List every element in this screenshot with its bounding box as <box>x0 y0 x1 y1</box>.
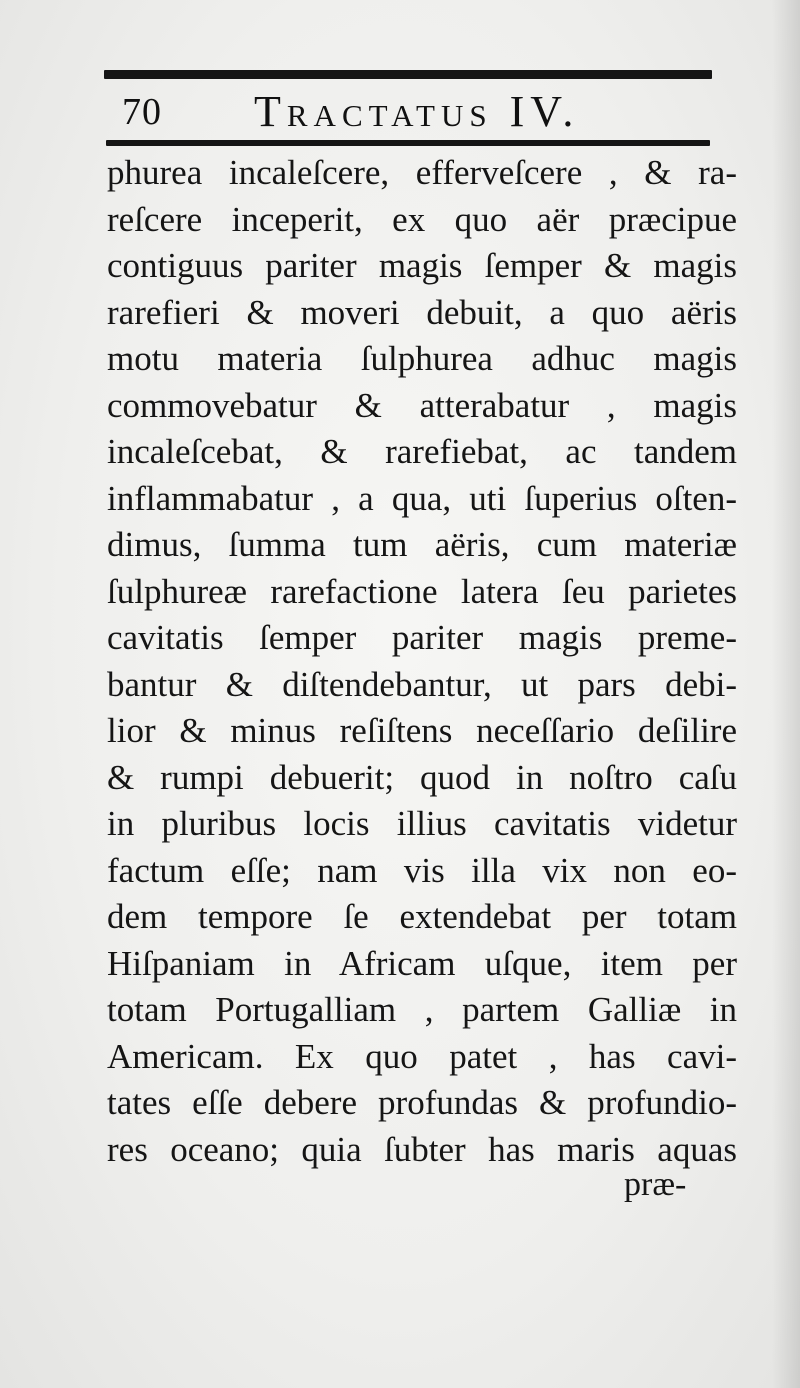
text-line: tates eſſe debere profundas & profundio- <box>107 1083 737 1122</box>
text-line: in pluribus locis illius cavitatis videtur <box>107 804 737 843</box>
text-line: dem tempore ſe extendebat per totam <box>107 897 737 936</box>
text-line: incaleſcebat, & rarefiebat, ac tandem <box>107 432 737 471</box>
text-line: res oceano; quia ſubter has maris aquas <box>107 1129 737 1169</box>
text-line: dimus, ſumma tum aëris, cum materiæ <box>107 525 737 564</box>
text-line: inflammabatur , a qua, uti ſuperius oſten- <box>107 478 737 518</box>
text-line: Americam. Ex quo patet , has cavi- <box>107 1036 737 1076</box>
text-line: motu materia ſulphurea adhuc magis <box>107 339 737 378</box>
text-line: Hiſpaniam in Africam uſque, item per <box>107 943 737 983</box>
text-line: contiguus pariter magis ſemper & magis <box>107 246 737 285</box>
page-edge-shadow <box>772 0 800 1388</box>
text-line: rarefieri & moveri debuit, a quo aëris <box>107 292 737 332</box>
text-line: commovebatur & atterabatur , magis <box>107 385 737 425</box>
text-line: cavitatis ſemper pariter magis preme- <box>107 618 737 657</box>
header-rule-top <box>104 70 712 79</box>
page-header <box>118 82 718 138</box>
page-number: 70 <box>122 91 162 133</box>
text-line: lior & minus reſiſtens neceſſario deſilire <box>107 711 737 750</box>
text-line: reſcere inceperit, ex quo aër præcipue <box>107 199 737 239</box>
text-line: ſulphureæ rarefactione latera ſeu parietes <box>107 571 737 611</box>
catchword: præ- <box>624 1166 687 1203</box>
text-line: phurea incaleſcere, efferveſcere , & ra- <box>107 153 737 192</box>
header-rule-bottom <box>106 140 710 146</box>
text-line: factum eſſe; nam vis illa vix non eo- <box>107 850 737 890</box>
running-head: Tractatus IV. <box>254 87 580 136</box>
text-line: totam Portugalliam , partem Galliæ in <box>107 990 737 1029</box>
text-line: & rumpi debuerit; quod in noſtro caſu <box>107 757 737 797</box>
text-line: bantur & diſtendebantur, ut pars debi- <box>107 664 737 704</box>
body-text <box>107 150 737 1173</box>
